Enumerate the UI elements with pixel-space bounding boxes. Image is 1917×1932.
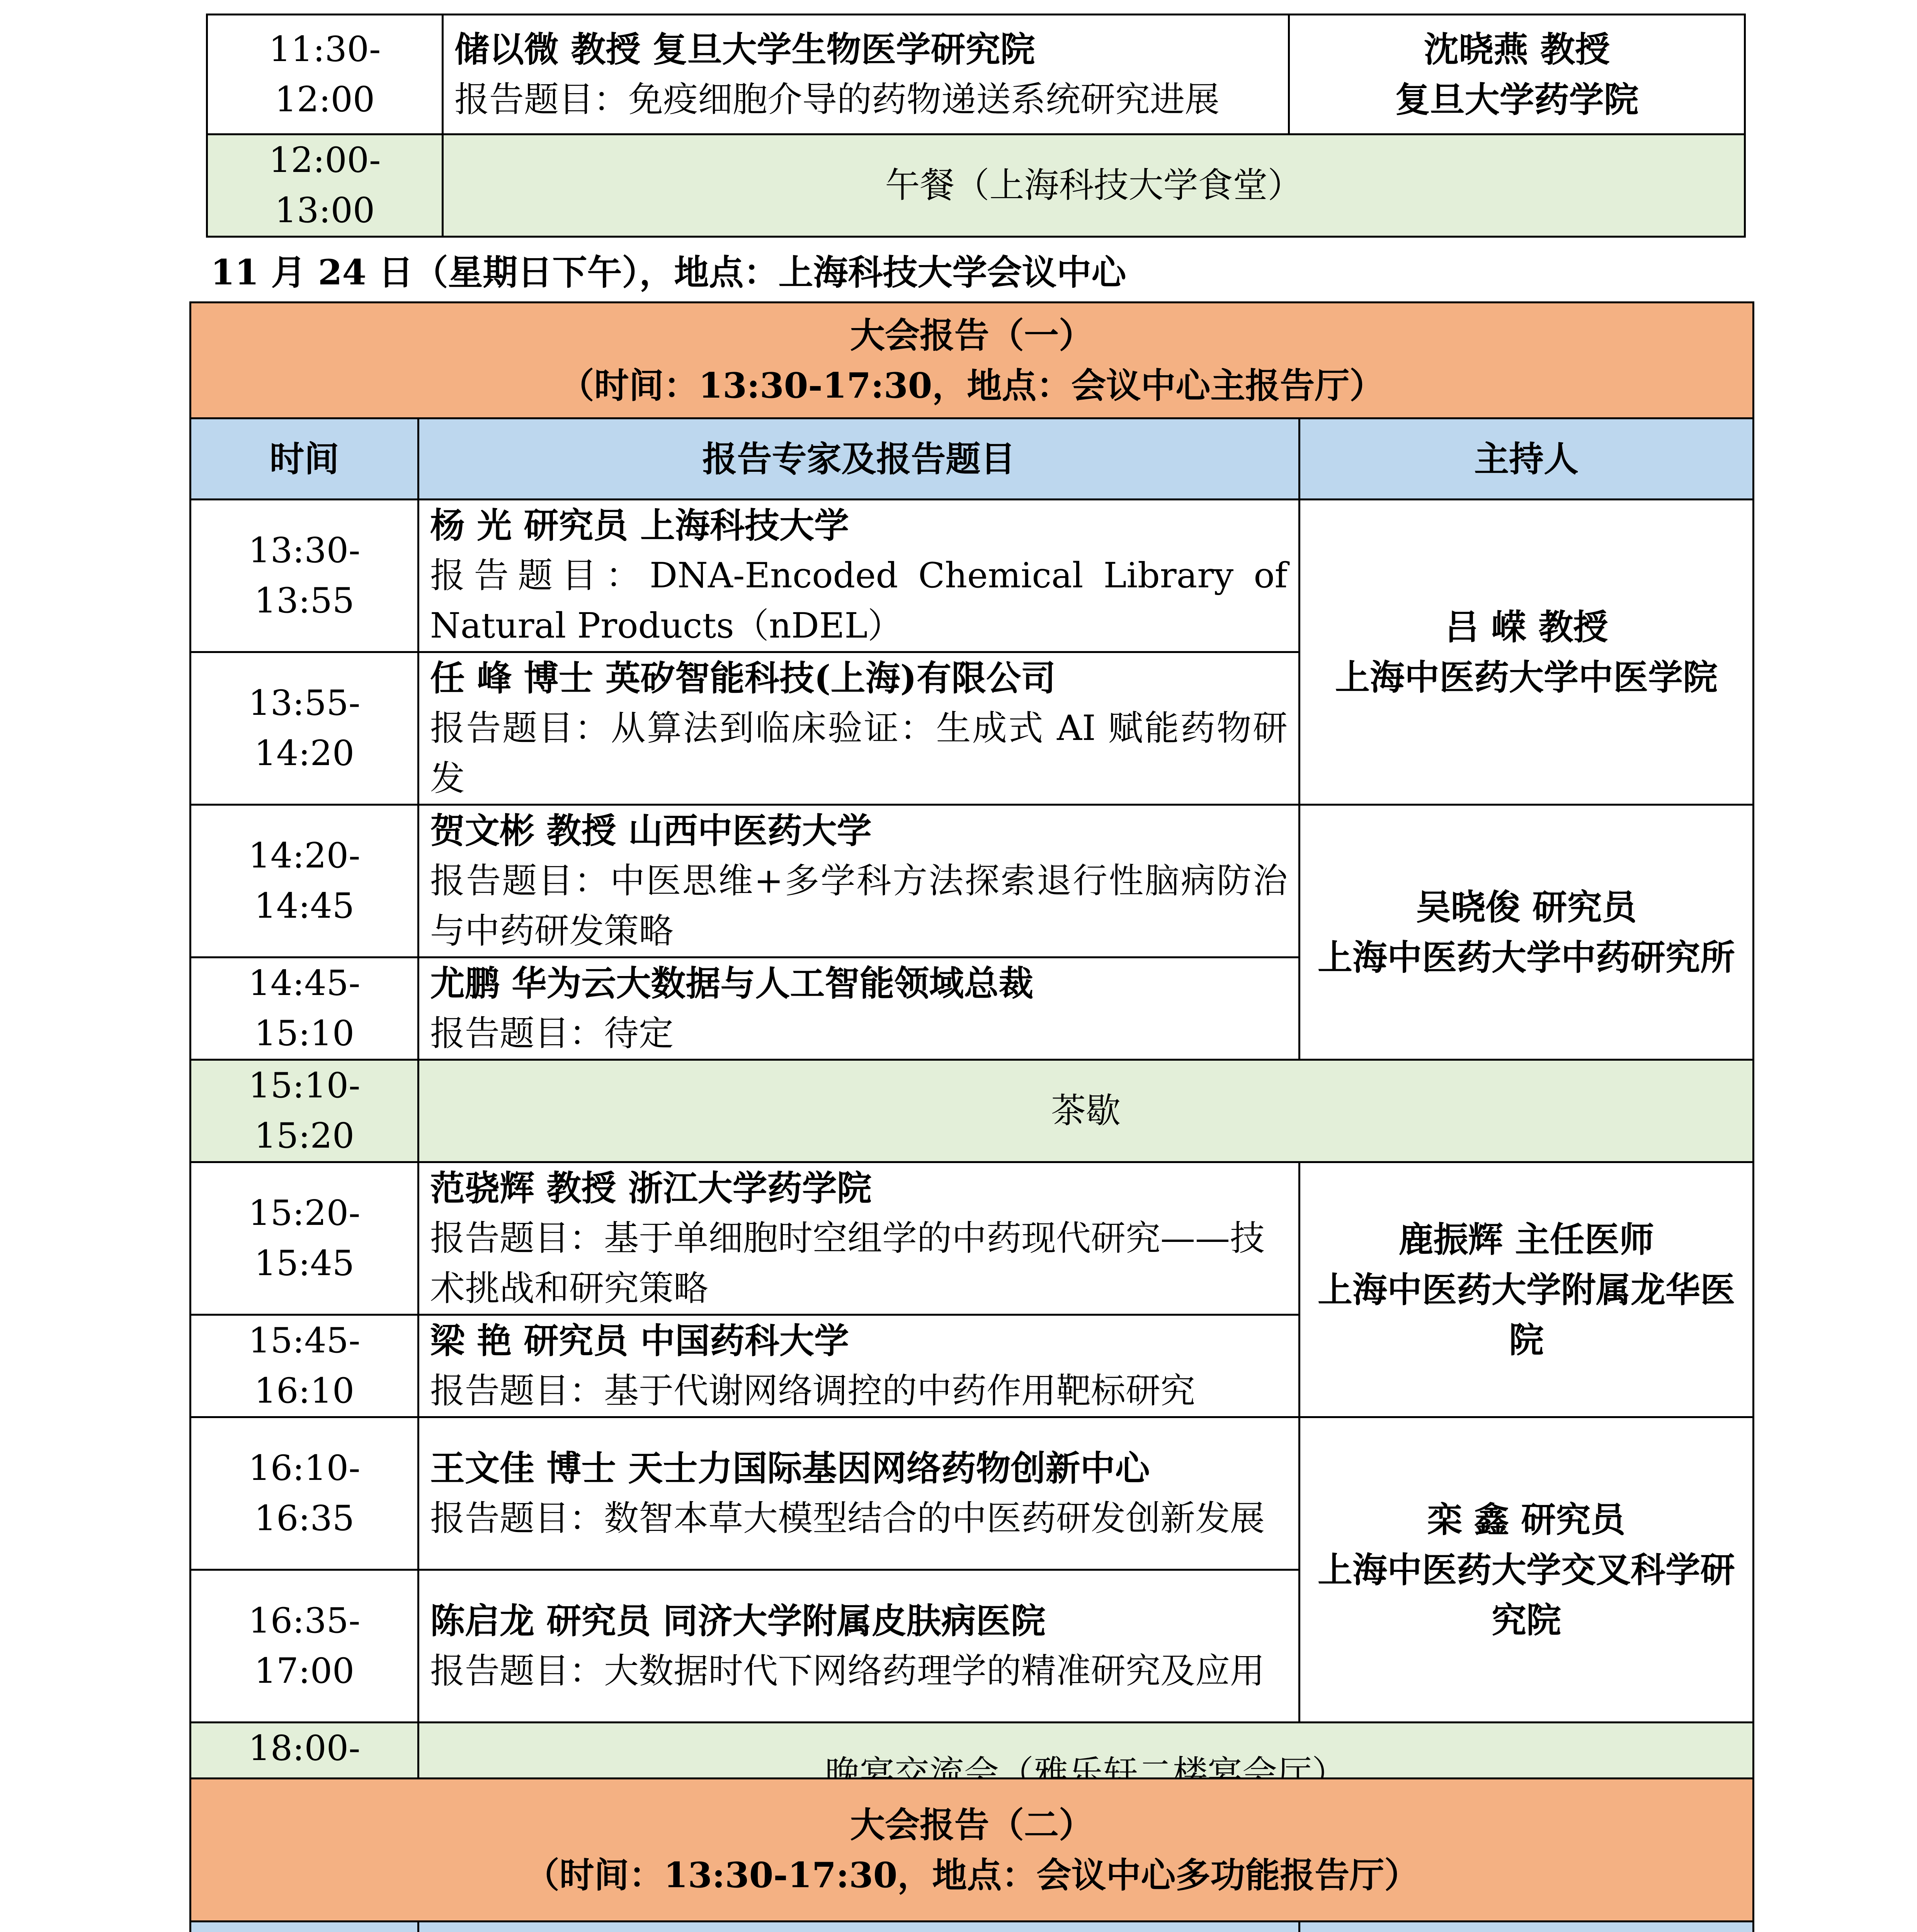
talk-topic: 报告题目：基于代谢网络调控的中药作用靶标研究	[430, 1371, 1195, 1411]
talk-topic: 报告题目：待定	[430, 1013, 674, 1054]
talk-cell	[418, 957, 1300, 1060]
schedule-table-continued	[206, 14, 1746, 238]
event-cell: 晚宴交流会（雅乐轩二楼宴会厅）	[418, 1723, 1754, 1825]
session-banner	[191, 1779, 1754, 1922]
time-cell: 15:10-15:20	[191, 1060, 418, 1162]
host-cell	[1300, 500, 1754, 805]
time-cell: 15:20-15:45	[191, 1162, 418, 1315]
table-row	[207, 134, 1745, 237]
host-name: 鹿振辉 主任医师	[1398, 1219, 1654, 1260]
time-cell: 11:30-12:00	[207, 15, 443, 134]
time-cell: 18:00-20:00	[191, 1723, 418, 1825]
host-name: 吴晓俊 研究员	[1416, 886, 1637, 928]
session-subtitle: （时间：13:30-17:30，地点：会议中心主报告厅）	[559, 365, 1385, 406]
talk-cell	[418, 652, 1300, 805]
column-header-host	[1300, 1922, 1754, 1932]
talk-cell	[418, 1315, 1300, 1417]
speaker: 尤鹏 华为云大数据与人工智能领域总裁	[430, 963, 1034, 1004]
table-row	[191, 805, 1754, 957]
talk-cell	[418, 1570, 1300, 1723]
host-cell	[1300, 1162, 1754, 1417]
event-cell: 午餐（上海科技大学食堂）	[443, 134, 1745, 237]
time-cell: 14:20-14:45	[191, 805, 418, 957]
host-affiliation: 上海中医药大学中医学院	[1335, 656, 1718, 698]
time-cell: 16:10-16:35	[191, 1417, 418, 1570]
speaker: 贺文彬 教授 山西中医药大学	[430, 810, 872, 851]
talk-topic: 报告题目：DNA-Encoded Chemical Library of Natural Products（nDEL）	[430, 555, 1288, 646]
host-affiliation: 上海中医药大学交叉科学研究院	[1318, 1549, 1735, 1641]
time-cell: 14:45-15:10	[191, 957, 418, 1060]
talk-cell	[418, 805, 1300, 957]
session-title: 大会报告（二）	[850, 1804, 1094, 1845]
column-header-talk: 报告专家及报告题目	[418, 418, 1300, 500]
time-cell: 16:35-17:00	[191, 1570, 418, 1723]
host-affiliation: 上海中医药大学附属龙华医院	[1318, 1269, 1735, 1361]
day-section-heading: 11 月 24 日（星期日下午），地点：上海科技大学会议中心	[211, 252, 1126, 293]
host-cell	[1289, 15, 1745, 134]
session-1-table	[189, 301, 1754, 1826]
column-header-host: 主持人	[1300, 418, 1754, 500]
session-subtitle: （时间：13:30-17:30，地点：会议中心多功能报告厅）	[524, 1854, 1419, 1896]
host-cell	[1300, 805, 1754, 1060]
speaker: 储以微 教授 复旦大学生物医学研究院	[454, 29, 1035, 70]
event-cell: 茶歇	[418, 1060, 1754, 1162]
table-row	[191, 1060, 1754, 1162]
talk-cell	[443, 15, 1289, 134]
speaker: 梁 艳 研究员 中国药科大学	[430, 1320, 849, 1361]
talk-topic: 报告题目：基于单细胞时空组学的中药现代研究——技术挑战和研究策略	[430, 1218, 1265, 1309]
speaker: 王文佳 博士 天士力国际基因网络药物创新中心	[430, 1448, 1150, 1489]
session-title: 大会报告（一）	[850, 315, 1094, 356]
host-affiliation: 复旦大学药学院	[1395, 79, 1639, 120]
talk-cell	[418, 1417, 1300, 1570]
column-header-time	[191, 1922, 418, 1932]
time-cell: 12:00-13:00	[207, 134, 443, 237]
talk-topic: 报告题目：大数据时代下网络药理学的精准研究及应用	[430, 1651, 1265, 1691]
speaker: 陈启龙 研究员 同济大学附属皮肤病医院	[430, 1600, 1046, 1641]
table-row	[191, 1162, 1754, 1315]
time-cell: 13:30-13:55	[191, 500, 418, 652]
talk-topic: 报告题目：免疫细胞介导的药物递送系统研究进展	[454, 79, 1220, 120]
talk-topic: 报告题目：中医思维+多学科方法探索退行性脑病防治与中药研发策略	[430, 861, 1288, 951]
table-row	[191, 500, 1754, 652]
talk-cell	[418, 500, 1300, 652]
time-cell: 15:45-16:10	[191, 1315, 418, 1417]
talk-cell	[418, 1162, 1300, 1315]
speaker: 任 峰 博士 英矽智能科技(上海)有限公司	[430, 658, 1056, 699]
session-banner	[191, 303, 1754, 418]
host-cell	[1300, 1417, 1754, 1723]
host-name: 栾 鑫 研究员	[1427, 1499, 1626, 1540]
speaker: 杨 光 研究员 上海科技大学	[430, 505, 849, 546]
host-name: 沈晓燕 教授	[1424, 29, 1610, 70]
speaker: 范骁辉 教授 浙江大学药学院	[430, 1168, 872, 1209]
column-header-talk	[418, 1922, 1300, 1932]
time-cell: 13:55-14:20	[191, 652, 418, 805]
session-2-table	[189, 1777, 1754, 1932]
talk-topic: 报告题目：数智本草大模型结合的中医药研发创新发展	[430, 1498, 1265, 1539]
talk-topic: 报告题目：从算法到临床验证：生成式 AI 赋能药物研发	[430, 708, 1288, 799]
table-row	[207, 15, 1745, 134]
table-row	[191, 1417, 1754, 1570]
host-name: 吕 嵘 教授	[1444, 606, 1608, 648]
column-headers	[191, 1922, 1754, 1932]
host-affiliation: 上海中医药大学中药研究所	[1318, 937, 1735, 978]
column-headers	[191, 418, 1754, 500]
column-header-time: 时间	[191, 418, 418, 500]
